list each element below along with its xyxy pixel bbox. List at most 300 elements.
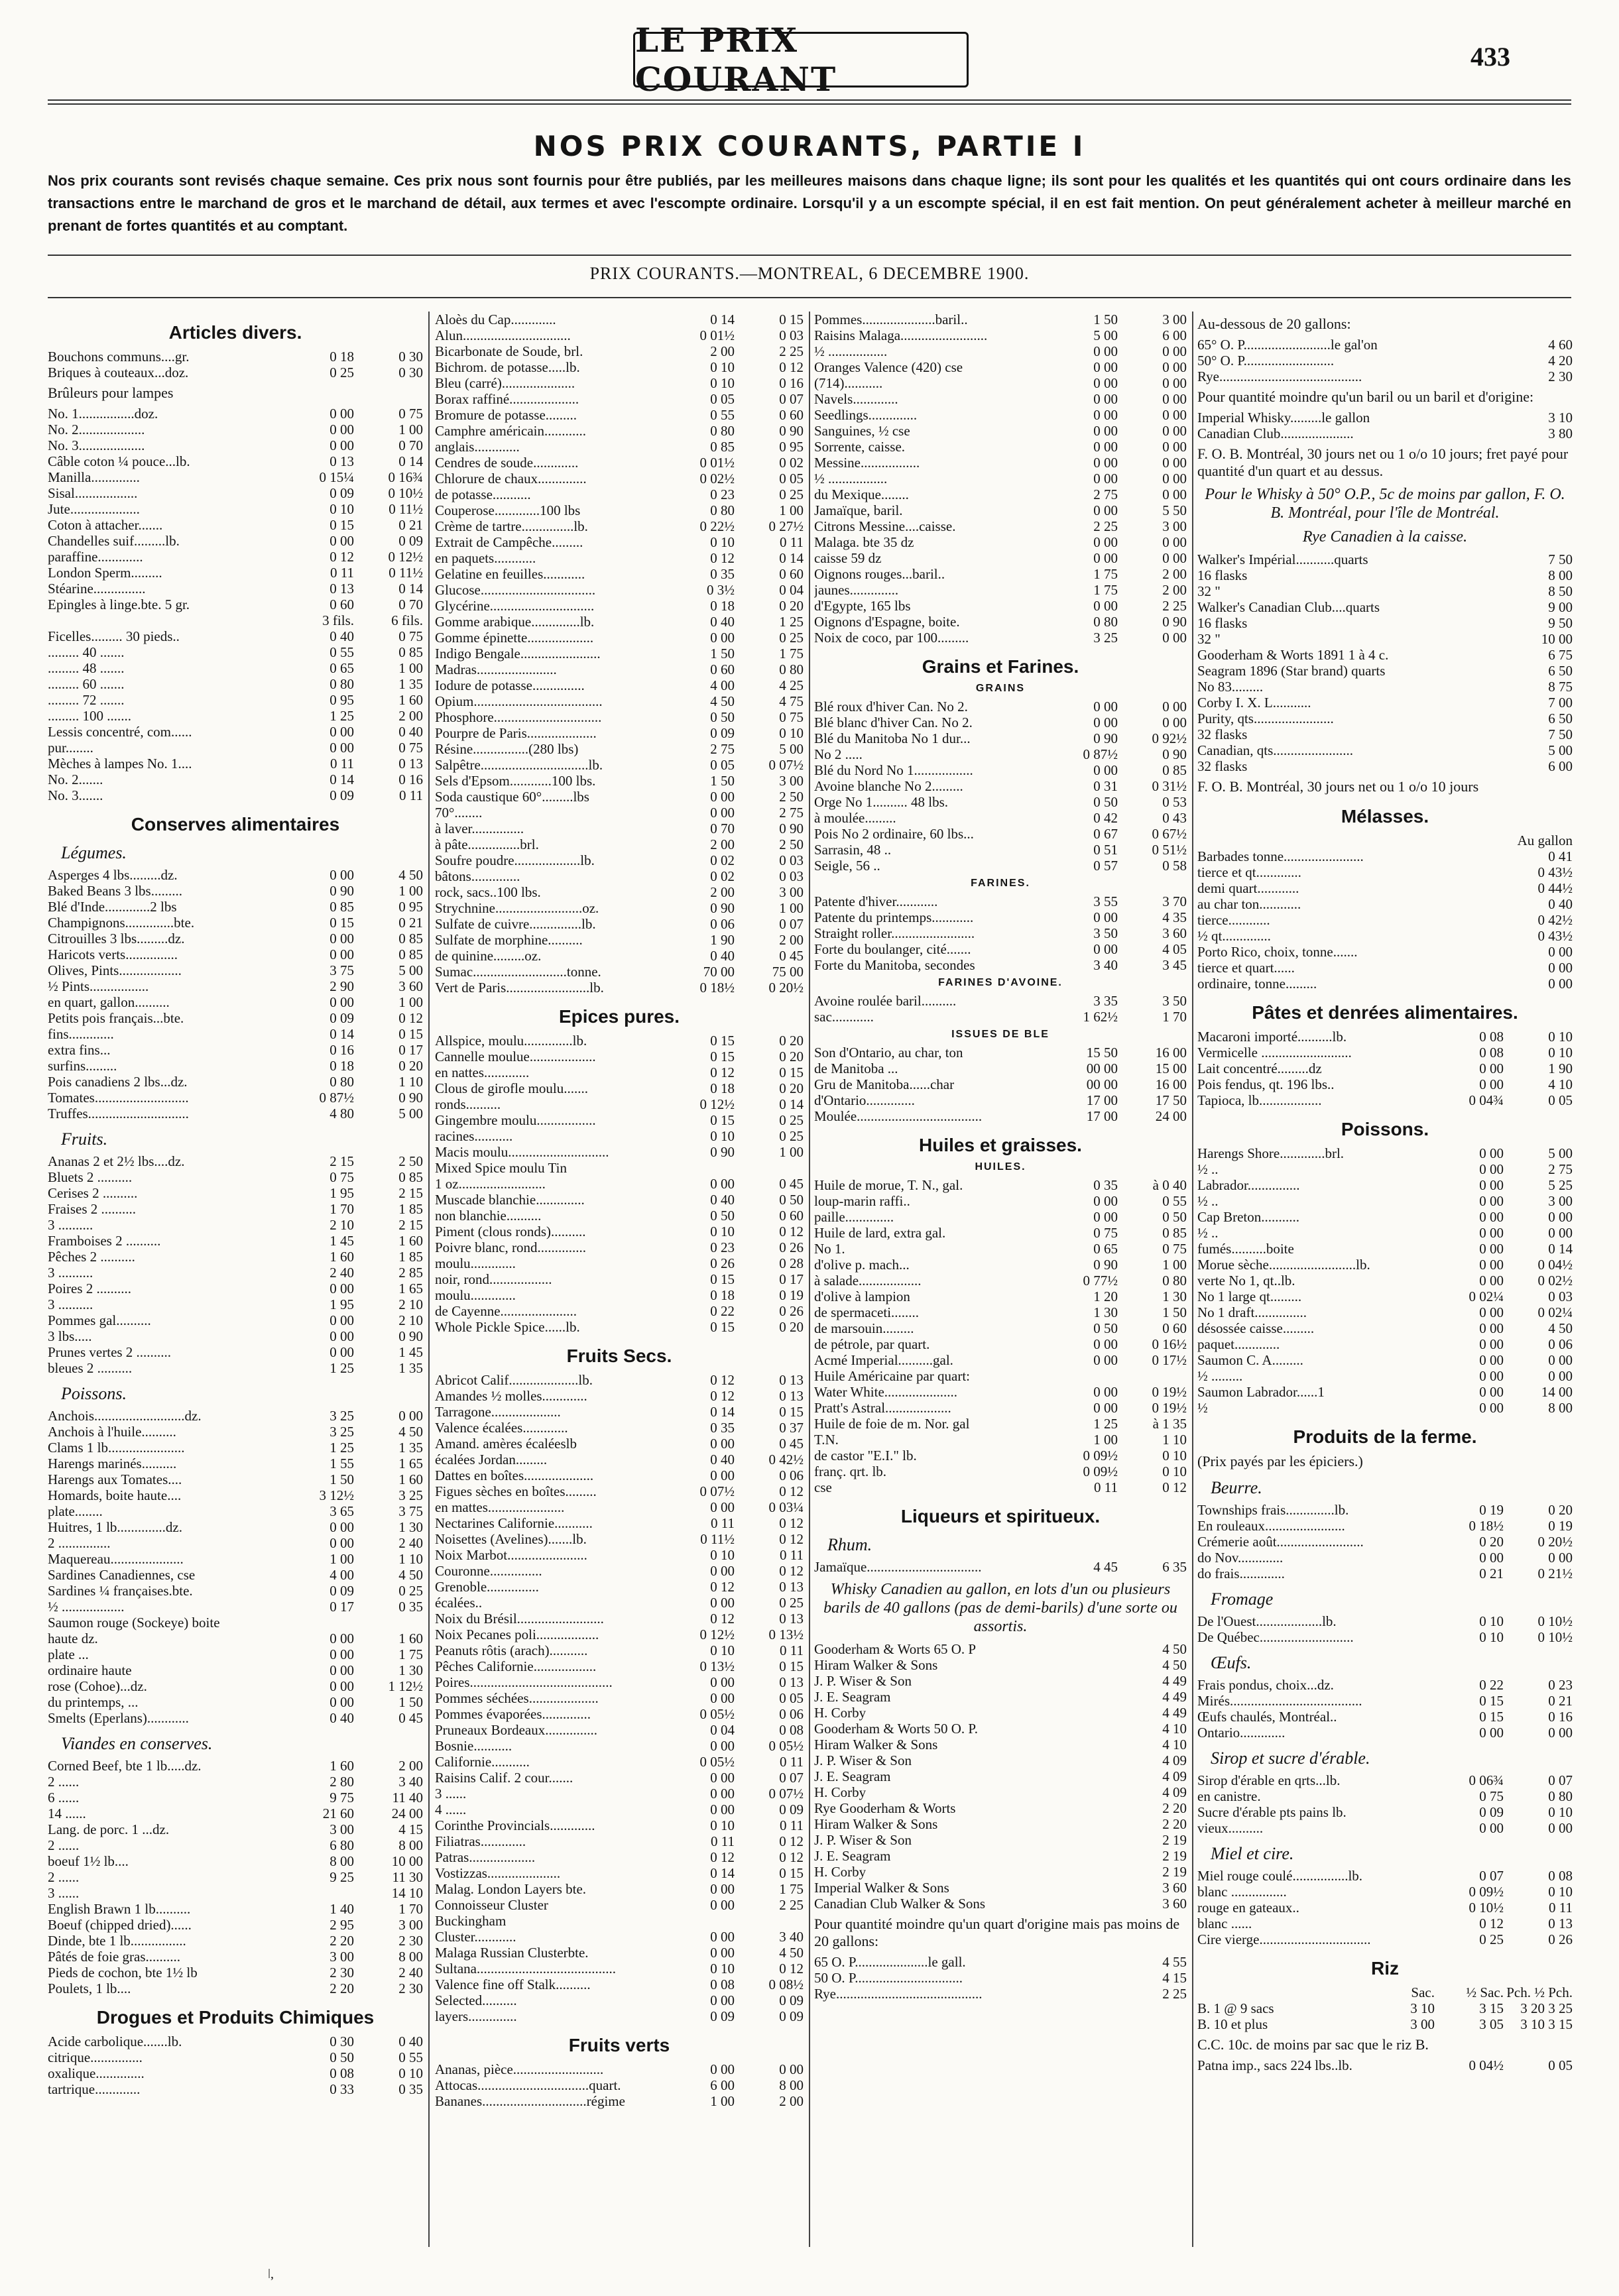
- item-price: 0 00: [330, 994, 354, 1010]
- item-name: 14 ......: [48, 1806, 86, 1821]
- item-name: de Cayenne......................: [435, 1303, 577, 1319]
- price-row: [814, 1864, 1187, 1880]
- item-name: Glycérine..............................: [435, 598, 595, 614]
- item-price: 3 75: [330, 962, 354, 978]
- item-price: 0 10½: [1469, 1900, 1504, 1916]
- price-row: [48, 1265, 423, 1281]
- item-price: 1 90: [710, 932, 735, 948]
- item-price: 0 15: [1479, 1709, 1504, 1725]
- price-row: [814, 1273, 1187, 1289]
- price-row: [48, 708, 423, 724]
- item-price: 0 12: [779, 1833, 804, 1849]
- item-name: Ananas 2 et 2½ lbs....dz.: [48, 1153, 185, 1169]
- price-row: [435, 1913, 804, 1929]
- item-price: 0 58: [1162, 858, 1187, 874]
- item-price: 4 49: [1162, 1705, 1187, 1721]
- price-row: [1197, 1916, 1573, 1931]
- price-row: [48, 1519, 423, 1535]
- price-row: [48, 724, 423, 740]
- price-row: [1197, 1304, 1573, 1320]
- item-price: 0 06: [710, 916, 735, 932]
- item-name: 4 ......: [435, 1802, 467, 1817]
- item-price: 2 20: [330, 1980, 354, 1996]
- item-name: Olives, Pints..................: [48, 962, 182, 978]
- item-name: Selected..........: [435, 1992, 517, 2008]
- price-row: [1197, 1629, 1573, 1645]
- item-price: 0 12: [779, 1961, 804, 1977]
- price-row: [814, 312, 1187, 327]
- price-row: [48, 1901, 423, 1917]
- item-price: 0 05: [1548, 1092, 1573, 1108]
- item-price: 3 00: [1548, 1193, 1573, 1209]
- item-price: 2 30: [1548, 369, 1573, 384]
- item-price: 0 60: [1162, 1320, 1187, 1336]
- item-price: 0 00: [710, 1786, 735, 1802]
- item-price: 0 00: [1093, 1400, 1118, 1416]
- item-name: bâtons..............: [435, 868, 520, 884]
- item-price: 0 12: [398, 1010, 423, 1026]
- price-row: [435, 455, 804, 471]
- item-name: Asperges 4 lbs.........dz.: [48, 867, 178, 883]
- price-row: [1197, 2057, 1573, 2073]
- price-row: [48, 899, 423, 915]
- item-price: 4 15: [398, 1821, 423, 1837]
- item-price: 24 00: [1155, 1108, 1187, 1124]
- item-name: Pruneaux Bordeaux...............: [435, 1722, 597, 1738]
- item-price: 0 00: [710, 1563, 735, 1579]
- price-row: [435, 916, 804, 932]
- item-name: loup-marin raffi..: [814, 1193, 910, 1209]
- item-price: [1435, 369, 1504, 384]
- price-row: [435, 757, 804, 773]
- item-name: Blé blanc d'hiver Can. No 2.: [814, 715, 973, 730]
- item-price: 1 65: [398, 1281, 423, 1296]
- item-price: 1 45: [330, 1233, 354, 1249]
- item-price: 6 50: [1548, 663, 1573, 679]
- item-name: en paquets............: [435, 550, 536, 566]
- item-price: 4 80: [330, 1106, 354, 1121]
- item-price: 0 40: [398, 2034, 423, 2049]
- item-price: 0 00: [710, 1802, 735, 1817]
- item-price: [1435, 410, 1504, 426]
- item-price: 0 07: [1548, 1772, 1573, 1788]
- price-row: [48, 469, 423, 485]
- item-price: 0 12½: [388, 549, 423, 565]
- item-price: 3 40: [1093, 957, 1118, 973]
- item-name: Pêches Californie..................: [435, 1658, 597, 1674]
- item-price: 0 00: [330, 1281, 354, 1296]
- item-name: Rye..........................................: [814, 1986, 983, 2002]
- item-price: 0 55: [398, 2049, 423, 2065]
- top-rule: [48, 99, 1571, 101]
- item-name: sac............: [814, 1009, 874, 1025]
- item-price: 0 08: [1479, 1029, 1504, 1045]
- item-name: ½ qt..............: [1197, 928, 1271, 944]
- item-price: 0 11: [780, 1547, 804, 1563]
- price-row: [814, 1209, 1187, 1225]
- item-price: 4 35: [1162, 909, 1187, 925]
- item-price: [1049, 1816, 1118, 1832]
- item-price: 0 04¾: [1469, 1092, 1504, 1108]
- item-price: 0 09½: [1469, 1884, 1504, 1900]
- price-row: [48, 1567, 423, 1583]
- item-price: 2 00: [1162, 582, 1187, 598]
- item-name: Poulets, 1 lb....: [48, 1980, 131, 1996]
- item-price: 0 09: [1479, 1804, 1504, 1820]
- item-name: Patras...................: [435, 1849, 536, 1865]
- item-name: J. E. Seagram: [814, 1768, 891, 1784]
- item-price: 0 00: [1479, 1320, 1504, 1336]
- price-row: [435, 1627, 804, 1642]
- item-price: 0 11: [780, 534, 804, 550]
- price-row: [48, 676, 423, 692]
- price-row: [814, 1368, 1187, 1384]
- section-heading: Produits de la ferme.: [1293, 1426, 1477, 1447]
- price-row: [48, 501, 423, 517]
- item-name: anglais.............: [435, 439, 520, 455]
- price-row: [435, 900, 804, 916]
- item-price: 0 85: [398, 644, 423, 660]
- item-price: 3 25: [330, 1424, 354, 1440]
- price-row: [814, 566, 1187, 582]
- item-price: 0 00: [710, 1881, 735, 1897]
- price-row: [814, 1721, 1187, 1737]
- price-row: [435, 1611, 804, 1627]
- item-price: 4 50: [398, 867, 423, 883]
- price-row: [48, 1646, 423, 1662]
- item-name: 2 ......: [48, 1837, 80, 1853]
- item-price: 1 25: [330, 1440, 354, 1456]
- item-price: 0 00: [1093, 1209, 1118, 1225]
- price-row: [814, 1705, 1187, 1721]
- item-price: 0 13: [779, 1388, 804, 1404]
- item-name: Œufs chaulés, Montréal..: [1197, 1709, 1337, 1725]
- item-name: Chandelles suif.........lb.: [48, 533, 180, 549]
- price-row: [48, 1869, 423, 1885]
- item-price: 0 00: [330, 1535, 354, 1551]
- item-price: 5 00: [398, 1106, 423, 1121]
- item-name: boeuf 1½ lb....: [48, 1853, 129, 1869]
- item-price: 0 10: [710, 1224, 735, 1239]
- item-price: 0 60: [330, 597, 354, 612]
- item-price: 0 35: [398, 2081, 423, 2097]
- item-name: Attocas................................quart.: [435, 2077, 621, 2093]
- item-price: 2 95: [330, 1917, 354, 1933]
- item-name: jaunes..............: [814, 582, 899, 598]
- item-price: 0 11: [711, 1833, 735, 1849]
- item-name: vieux..........: [1197, 1820, 1264, 1836]
- subsection-heading: Œufs.: [1211, 1653, 1252, 1672]
- item-price: 0 15: [779, 1658, 804, 1674]
- item-price: 0 35: [1093, 1177, 1118, 1193]
- item-name: 3 ..........: [48, 1265, 93, 1281]
- italic-note: Rye Canadien à la caisse.: [1302, 528, 1468, 545]
- price-row: [435, 741, 804, 757]
- item-price: 0 12: [779, 1224, 804, 1239]
- item-price: 0 75: [398, 406, 423, 422]
- price-row: [48, 1806, 423, 1821]
- price-row: [435, 582, 804, 598]
- item-price: [1435, 976, 1504, 992]
- item-name: Cannelle moulue...................: [435, 1049, 596, 1064]
- item-name: Son d'Ontario, au char, ton: [814, 1045, 963, 1061]
- item-name: ronds..........: [435, 1096, 501, 1112]
- item-name: Mèches à lampes No. 1....: [48, 756, 192, 772]
- item-price: 0 42½: [768, 1452, 804, 1467]
- item-price: 0 00: [1479, 1241, 1504, 1257]
- item-price: 6 00: [710, 2077, 735, 2093]
- item-name: extra fins...: [48, 1042, 111, 1058]
- item-name: Cerises 2 ..........: [48, 1185, 138, 1201]
- item-price: 0 67: [1093, 826, 1118, 842]
- item-price: 0 05: [710, 757, 735, 773]
- item-name: Gooderham & Worts 1891 1 à 4 c.: [1197, 647, 1389, 663]
- item-price: 0 06: [779, 1706, 804, 1722]
- item-price: 6 00: [1548, 758, 1573, 774]
- item-price: 0 65: [330, 660, 354, 676]
- item-price: 3 25: [398, 1487, 423, 1503]
- section-heading: Pâtes et denrées alimentaires.: [1252, 1002, 1518, 1023]
- item-price: 0 70: [398, 597, 423, 612]
- price-row: [814, 1657, 1187, 1673]
- item-price: 3 40: [398, 1774, 423, 1790]
- price-row: [1197, 1320, 1573, 1336]
- item-name: Patna imp., sacs 224 lbs..lb.: [1197, 2057, 1352, 2073]
- price-row: [435, 391, 804, 407]
- price-row: [814, 1464, 1187, 1479]
- dateline-rule: [48, 297, 1571, 298]
- price-row: [48, 565, 423, 581]
- subsection-heading: Légumes.: [61, 843, 127, 862]
- item-price: [1435, 647, 1504, 663]
- price-row: [1197, 583, 1573, 599]
- item-price: 2 10: [398, 1312, 423, 1328]
- item-price: 0 00: [1479, 1336, 1504, 1352]
- item-price: 3 60: [1162, 1896, 1187, 1912]
- item-price: 0 00: [1548, 1352, 1573, 1368]
- price-row: [814, 1641, 1187, 1657]
- price-row: [1197, 1352, 1573, 1368]
- price-row: [814, 1896, 1187, 1912]
- price-row: [48, 1503, 423, 1519]
- item-price: 16 00: [1155, 1045, 1187, 1061]
- item-price: [1049, 1752, 1118, 1768]
- item-price: 0 11: [399, 787, 423, 803]
- item-price: 0 03: [779, 868, 804, 884]
- item-price: 2 20: [1162, 1816, 1187, 1832]
- item-name: 3 ......: [48, 1885, 80, 1901]
- item-name: Pourpre de Paris....................: [435, 725, 597, 741]
- item-name: paille..............: [814, 1209, 894, 1225]
- price-row: [48, 365, 423, 380]
- item-price: 0 25: [779, 1128, 804, 1144]
- item-price: 2 00: [779, 932, 804, 948]
- price-row: [435, 359, 804, 375]
- item-price: 2 25: [1162, 1986, 1187, 2002]
- item-price: 3 40: [779, 1929, 804, 1945]
- price-row: [48, 485, 423, 501]
- price-row: [814, 630, 1187, 646]
- price-row: [814, 1076, 1187, 1092]
- item-price: [1118, 1368, 1187, 1384]
- price-row: [435, 1945, 804, 1961]
- price-row: [1197, 1368, 1573, 1384]
- item-name: Vermicelle ..........................: [1197, 1045, 1352, 1061]
- price-row: [435, 677, 804, 693]
- item-name: Dattes en boîtes....................: [435, 1467, 594, 1483]
- item-price: 0 05: [779, 471, 804, 487]
- item-price: 0 70: [398, 437, 423, 453]
- item-name: Pratt's Astral...................: [814, 1400, 951, 1416]
- item-price: 0 20: [779, 1049, 804, 1064]
- price-row: [1197, 896, 1573, 912]
- item-price: 2 15: [398, 1185, 423, 1201]
- item-price: 0 10: [710, 1128, 735, 1144]
- item-name: Forte du boulanger, cité.......: [814, 941, 971, 957]
- price-row: [1197, 369, 1573, 384]
- item-price: 0 35: [398, 1599, 423, 1615]
- item-price: 0 20: [1479, 1534, 1504, 1550]
- price-row: [435, 725, 804, 741]
- item-price: 0 19½: [1152, 1384, 1187, 1400]
- item-price: 0 43: [1162, 810, 1187, 826]
- item-price: 9 50: [1548, 615, 1573, 631]
- item-name: Miel rouge coulé................lb.: [1197, 1868, 1363, 1884]
- note-text: (Prix payés par les épiciers.): [1197, 1453, 1363, 1469]
- item-price: 2 15: [398, 1217, 423, 1233]
- top-rule-double: [48, 103, 1571, 105]
- item-name: Manilla..............: [48, 469, 140, 485]
- price-row: [814, 762, 1187, 778]
- item-name: Mixed Spice moulu Tin: [435, 1160, 567, 1176]
- price-row: [1197, 695, 1573, 711]
- item-name: rose (Cohoe)...dz.: [48, 1678, 147, 1694]
- item-name: Sorrente, caisse.: [814, 439, 906, 455]
- item-price: 0 02: [710, 868, 735, 884]
- price-row: [48, 1344, 423, 1360]
- price-row: [814, 1559, 1187, 1575]
- item-name: Blé du Manitoba No 1 dur...: [814, 730, 971, 746]
- item-name: à laver...............: [435, 821, 524, 836]
- item-price: 0 75: [1093, 1225, 1118, 1241]
- item-price: [1435, 337, 1504, 353]
- item-price: [1435, 615, 1504, 631]
- item-price: 0 16: [398, 772, 423, 787]
- item-name: Pommes.....................baril..: [814, 312, 968, 327]
- item-price: 1 20: [1093, 1289, 1118, 1304]
- price-row: [1197, 599, 1573, 615]
- item-name: citrique...............: [48, 2049, 143, 2065]
- item-price: 0 00: [1548, 1368, 1573, 1384]
- item-name: en nattes.............: [435, 1064, 530, 1080]
- item-price: 1 50: [710, 773, 735, 789]
- item-name: Harengs Shore.............brl.: [1197, 1145, 1345, 1161]
- item-price: 0 45: [779, 1436, 804, 1452]
- section-heading: Drogues et Produits Chimiques: [96, 2007, 375, 2028]
- item-price: 7 00: [1548, 695, 1573, 711]
- item-name: d'Ontario..............: [814, 1092, 915, 1108]
- item-price: 2 10: [398, 1296, 423, 1312]
- item-price: 0 00: [1162, 550, 1187, 566]
- price-row: [435, 1786, 804, 1802]
- item-price: 0 28: [779, 1255, 804, 1271]
- item-name: Sarrasin, 48 ..: [814, 842, 892, 858]
- price-row: [48, 1821, 423, 1837]
- item-price: [1049, 1641, 1118, 1657]
- item-price: 0 00: [1162, 343, 1187, 359]
- item-price: 2 40: [330, 1265, 354, 1281]
- price-row: [814, 391, 1187, 407]
- item-price: 6 80: [330, 1837, 354, 1853]
- item-name: Stéarine...............: [48, 581, 146, 597]
- item-price: 0 75: [1479, 1788, 1504, 1804]
- item-name: Purity, qts.......................: [1197, 711, 1334, 726]
- price-row: [1197, 353, 1573, 369]
- item-price: [1049, 1832, 1118, 1848]
- item-name: do frais.............: [1197, 1566, 1285, 1581]
- price-row: [814, 842, 1187, 858]
- item-price: 0 80: [710, 502, 735, 518]
- item-price: 0 50: [1093, 1320, 1118, 1336]
- item-price: 0 00: [330, 1328, 354, 1344]
- price-row: [814, 471, 1187, 487]
- item-price: 3 20 3 25: [1520, 2000, 1573, 2016]
- item-price: 1 85: [398, 1201, 423, 1217]
- item-price: 4 10: [1162, 1737, 1187, 1752]
- item-price: 00 00: [1086, 1061, 1118, 1076]
- item-name: désossée caisse.........: [1197, 1320, 1315, 1336]
- price-row: [814, 1848, 1187, 1864]
- price-row: [48, 1185, 423, 1201]
- item-name: No 1 large qt.........: [1197, 1289, 1302, 1304]
- item-price: 0 25: [398, 1583, 423, 1599]
- price-row: [814, 1108, 1187, 1124]
- item-name: Pâtés de foie gras..........: [48, 1949, 181, 1965]
- item-price: 0 00: [1548, 976, 1573, 992]
- item-name: Baked Beans 3 lbs.........: [48, 883, 182, 899]
- item-price: [1049, 1848, 1118, 1864]
- item-price: 0 00: [1162, 471, 1187, 487]
- item-name: plate........: [48, 1503, 103, 1519]
- item-name: cse: [814, 1479, 832, 1495]
- subsection-heading: Rhum.: [827, 1535, 872, 1554]
- item-price: 0 10: [1548, 1884, 1573, 1900]
- item-name: ½ ..................: [48, 1599, 125, 1615]
- item-price: 0 00: [1093, 391, 1118, 407]
- item-price: 2 00: [710, 884, 735, 900]
- price-row: [435, 805, 804, 821]
- price-row: [814, 1768, 1187, 1784]
- item-price: 0 90: [398, 1328, 423, 1344]
- price-row: [435, 1128, 804, 1144]
- price-row: [48, 1042, 423, 1058]
- item-name: Smelts (Eperlans)............: [48, 1710, 189, 1726]
- price-row: [48, 581, 423, 597]
- item-price: 0 15: [710, 1271, 735, 1287]
- price-row: [48, 1853, 423, 1869]
- price-row: [435, 1436, 804, 1452]
- item-price: 0 00: [1548, 1820, 1573, 1836]
- item-name: Clams 1 lb......................: [48, 1440, 185, 1456]
- price-row: [48, 533, 423, 549]
- price-row: [48, 1408, 423, 1424]
- item-price: 3 00: [330, 1949, 354, 1965]
- item-name: London Sperm.........: [48, 565, 162, 581]
- price-row: [814, 1241, 1187, 1257]
- item-price: 0 14: [398, 453, 423, 469]
- item-price: 0 10½: [388, 485, 423, 501]
- item-name: Blé d'Inde.............2 lbs: [48, 899, 177, 915]
